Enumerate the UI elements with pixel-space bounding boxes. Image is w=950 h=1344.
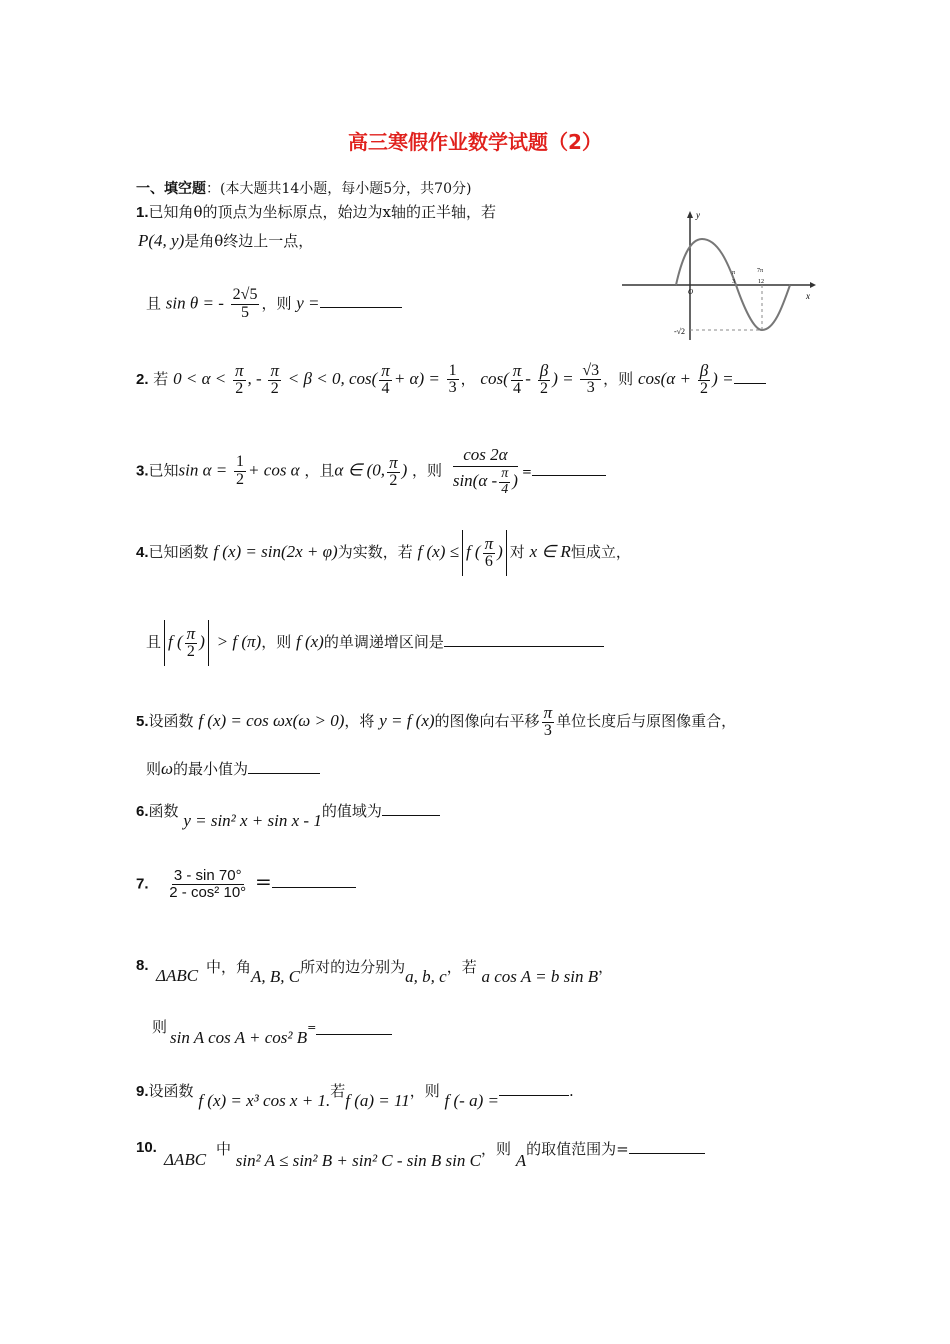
question-1-text2: 是角θ终边上一点， (184, 232, 314, 250)
answer-blank-6[interactable] (382, 801, 440, 816)
question-7-number: 7. (136, 875, 149, 893)
question-4-line2 (146, 620, 604, 666)
q4-close: ) (497, 542, 503, 561)
x-axis-arrow (810, 282, 816, 288)
q7-eq: = (254, 869, 272, 894)
q10-tri-text: ΔABC (164, 1150, 207, 1169)
q2-frac-pi-2a (233, 362, 246, 398)
answer-blank-8[interactable] (316, 1020, 392, 1035)
q4-then: ，则 (261, 633, 292, 651)
answer-blank-5[interactable] (248, 759, 320, 774)
question-1-line1 (136, 201, 496, 222)
q3-denominator (451, 467, 520, 497)
q4-for: 对 (509, 543, 525, 561)
frac-denominator: 2 (389, 471, 398, 489)
q4-frac-pi-2 (185, 625, 198, 661)
q2-frac-pi-2b (268, 362, 281, 398)
q10-ask: 的取值范围为= (526, 1140, 629, 1158)
answer-blank-9[interactable] (499, 1081, 569, 1096)
page-title: 高三寒假作业数学试题（2） (348, 130, 602, 154)
abs-bar-right-2 (208, 620, 209, 666)
frac-denominator: 3 (586, 379, 595, 397)
q2-expr5: cos( (480, 368, 509, 388)
q6-pre: 函数 (148, 802, 179, 820)
q4-and: 且 (146, 633, 162, 651)
question-4-number: 4. (136, 544, 149, 561)
frac-denominator: 3 (448, 379, 457, 397)
frac-denominator: 2 (186, 643, 195, 661)
frac-denominator: 4 (381, 379, 390, 397)
tick-7pi-den: 12 (758, 279, 764, 285)
frac-numerator: π (389, 452, 398, 472)
q8-expr: sin A cos A + cos² B (170, 1028, 308, 1047)
q10-cond: sin² A ≤ sin² B + sin² C - sin B sin C (235, 1151, 481, 1170)
tick-pi-num: π (732, 270, 736, 276)
graph-y-label: y (696, 210, 700, 220)
question-5-number: 5. (136, 712, 149, 730)
q8-eq: = (307, 1021, 317, 1034)
q8-tri-text: ΔABC (156, 966, 199, 985)
frac-numerator: 2√5 (232, 286, 258, 303)
question-1-fraction (231, 287, 260, 322)
q5-mid2: 的图像向右平移 (434, 711, 540, 730)
frac-numerator: π (186, 624, 196, 644)
q8-comma: ， (598, 958, 614, 976)
q4-f: f ( (465, 542, 481, 561)
question-10-number: 10. (136, 1139, 157, 1156)
question-1-number: 1. (136, 204, 149, 221)
frac-numerator: π (270, 361, 280, 380)
frac-denominator: 4 (513, 379, 522, 397)
question-10-text (216, 1138, 705, 1170)
question-8-line2 (152, 1016, 167, 1037)
frac-denominator: 6 (484, 553, 493, 571)
frac-denominator: 3 (543, 721, 552, 739)
sine-graph (620, 208, 818, 346)
frac-denominator: 2 (235, 379, 244, 397)
q4-f2: f ( (168, 632, 183, 651)
q5-yfx: y = f (x) (379, 710, 435, 730)
frac-denominator: 2 (699, 379, 708, 397)
q7-fraction (167, 868, 248, 901)
q3-numerator: cos 2α (453, 446, 517, 467)
q7-numerator: 3 - sin 70° (173, 867, 242, 884)
frac-numerator: π (543, 703, 553, 722)
q2-expr3: < β < 0, cos( (287, 368, 378, 388)
q5-then: 则 (146, 760, 162, 778)
q5-fx: f (x) = cos ωx(ω > 0) (198, 710, 345, 730)
q2-then: ，则 (603, 369, 634, 388)
y-axis-arrow (687, 211, 693, 218)
frac-denominator: 4 (501, 481, 509, 497)
frac-numerator: √3 (582, 361, 600, 379)
q4-close2: ) (199, 632, 205, 651)
question-1-then: ，则 (261, 294, 292, 313)
q2-expr1: 0 < α < (173, 368, 227, 388)
frac-numerator: π (512, 361, 522, 380)
q3-frac-1-2 (234, 454, 246, 489)
q4-frac-pi-6 (483, 535, 496, 571)
tick-pi-den: 3 (732, 279, 735, 285)
q4-ineq: f (x) ≤ (417, 542, 459, 561)
graph-origin-label: O (688, 288, 694, 296)
q9-fx: f (x) = x³ cos x + 1. (198, 1091, 331, 1110)
q3-pre: 已知 (148, 461, 179, 480)
question-4-line1 (136, 530, 631, 576)
q3-eq: = (521, 464, 532, 479)
abs-bar-left (462, 530, 463, 576)
question-1-point: P(4, y) (138, 231, 185, 250)
answer-blank-2[interactable] (734, 369, 766, 384)
q2-expr6: - (525, 368, 531, 388)
q3-expr2: + cos α (248, 460, 300, 480)
q2-expr9: ) = (712, 368, 734, 388)
question-8-number: 8. (136, 957, 149, 974)
question-1-ask: y = (296, 293, 320, 313)
q2-expr7: ) = (552, 368, 574, 388)
q7-denominator: 2 - cos² 10° (169, 883, 247, 901)
question-2 (136, 362, 766, 398)
question-1-and: 且 (146, 294, 162, 313)
q2-expr4: + α) = (393, 368, 440, 388)
frac-denominator: 2 (236, 471, 245, 489)
q8-if: ，若 (446, 958, 477, 976)
question-3-number: 3. (136, 462, 149, 480)
answer-blank-7[interactable] (272, 873, 356, 888)
q3-big-fraction (451, 446, 520, 497)
q9-if: 若 (330, 1082, 346, 1100)
question-1-sin: sin θ = - (165, 293, 224, 313)
frac-numerator: 1 (236, 453, 245, 471)
frac-numerator: 1 (448, 361, 457, 379)
q9-then: ，则 (409, 1082, 440, 1100)
frac-denominator: 2 (539, 379, 548, 397)
q2-expr8: cos(α + (637, 368, 691, 388)
answer-blank-10[interactable] (629, 1139, 705, 1154)
q4-mid: 为实数，若 (337, 543, 413, 561)
question-1-text: 已知角θ的顶点为坐标原点，始边为x轴的正半轴，若 (148, 203, 497, 221)
question-9-number: 9. (136, 1083, 149, 1100)
question-6-number: 6. (136, 803, 149, 820)
question-1-line2 (138, 230, 313, 251)
q4-fx2: f (x) (295, 632, 324, 651)
question-8-text (206, 956, 614, 986)
q8-tri (156, 966, 198, 986)
answer-blank-3[interactable] (532, 461, 606, 476)
frac-numerator: π (501, 465, 509, 481)
q10-a: A (515, 1151, 527, 1170)
frac-numerator: β (699, 361, 709, 380)
q4-ask: 的单调递增区间是 (323, 633, 444, 651)
answer-blank-1[interactable] (320, 293, 402, 308)
q9-pre: 设函数 (148, 1082, 194, 1100)
question-10 (136, 1138, 157, 1156)
q3-then: ，则 (412, 461, 443, 480)
question-2-if: 若 (153, 369, 169, 388)
graph-min-label: -√2 (674, 327, 686, 336)
question-6 (136, 800, 440, 830)
q8-mid: 中，角 (206, 958, 252, 976)
q3-mid: ，且 (304, 461, 335, 480)
question-2-number: 2. (136, 370, 149, 388)
frac-numerator: β (539, 361, 549, 380)
q10-then: ，则 (480, 1140, 511, 1158)
q9-end: . (568, 1082, 574, 1100)
question-3 (136, 446, 606, 497)
q5-pre: 设函数 (148, 711, 194, 730)
q5-frac-pi-3 (542, 704, 555, 740)
q2-frac-beta-2b (698, 362, 710, 398)
section-label: 一、填空题 (136, 181, 206, 197)
q5-mid: ，将 (344, 711, 375, 730)
q8-mid2: 所对的边分别为 (300, 958, 406, 976)
q9-ask: f (- a) = (444, 1091, 499, 1110)
q2-frac-pi-4b (511, 362, 524, 398)
q4-gt: > f (π) (216, 632, 262, 651)
frac-numerator: π (484, 534, 494, 554)
q3-expr3: α ∈ (0, (334, 460, 386, 480)
q3-expr4: ) (401, 460, 408, 480)
q3-frac-pi-2 (387, 454, 400, 490)
question-1-condition (146, 287, 402, 322)
q2-expr2: , - (247, 368, 262, 388)
q9-fa: f (a) = 11 (345, 1091, 410, 1110)
answer-blank-4[interactable] (444, 632, 604, 647)
q2-frac-pi-4a (379, 362, 392, 398)
q2-frac-sqrt3-3 (580, 363, 601, 398)
question-7 (136, 868, 356, 901)
q5-tail: 单位长度后与原图像重合， (556, 711, 737, 730)
q3-expr1: sin α = (178, 460, 228, 480)
q6-expr: y = sin² x + sin x - 1 (183, 811, 322, 830)
question-9 (136, 1080, 574, 1110)
q2-frac-beta-2a (538, 362, 550, 398)
q2-frac-1-3 (447, 363, 459, 398)
frac-denominator: 5 (241, 303, 250, 321)
frac-numerator: π (381, 361, 390, 380)
q4-pre: 已知函数 (148, 543, 209, 561)
question-5-line1 (136, 704, 736, 740)
q5-omega: ω (161, 759, 174, 778)
q4-xr: x ∈ R (529, 542, 571, 561)
q5-ask: 的最小值为 (173, 760, 249, 778)
abs-bar-left-2 (164, 620, 165, 666)
tick-7pi-num: 7π (757, 268, 764, 274)
graph-x-label: x (806, 291, 810, 301)
q4-fx: f (x) = sin(2x + φ) (213, 542, 338, 561)
q2-comma: ， (460, 369, 476, 388)
section-note: ：(本大题共14小题，每小题5分，共70分) (206, 181, 472, 197)
q6-ask: 的值域为 (321, 802, 382, 820)
q8-cond: a cos A = b sin B (481, 967, 599, 986)
abs-bar-right (506, 530, 507, 576)
section-heading (136, 178, 471, 198)
question-8-line1 (136, 956, 149, 974)
q8-sides: a, b, c (405, 967, 447, 986)
q3-frac-pi-4 (499, 467, 510, 497)
q10-mid: 中 (216, 1140, 232, 1158)
q3-den-text: sin(α - (452, 470, 498, 490)
frac-denominator: 2 (270, 379, 279, 397)
q8-angles: A, B, C (251, 967, 301, 986)
q8-then: 则 (152, 1018, 168, 1036)
frac-numerator: π (235, 361, 244, 380)
q4-always: 恒成立， (570, 543, 631, 561)
q3-den-close: ) (512, 470, 518, 490)
q10-tri (164, 1150, 206, 1170)
q8-expr-row (170, 1021, 392, 1048)
question-5-line2 (146, 758, 320, 779)
